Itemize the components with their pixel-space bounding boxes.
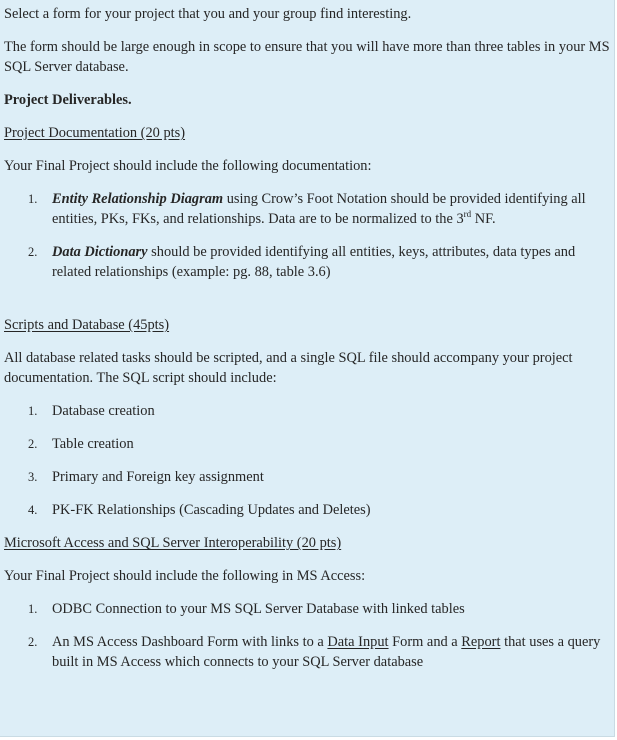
item-text-part: Form and a (388, 634, 462, 650)
item-text-part: that uses a query built in MS Access which connects to your SQL Server database (52, 634, 601, 670)
access-list (4, 599, 614, 672)
list-item (4, 467, 614, 487)
list-item (4, 189, 614, 229)
item-text: using Crow’s Foot Notation should be provided identifying all entities, PKs, FKs, and relationships. Data are to be normalized to the 3 (52, 191, 586, 227)
list-number: 2. (28, 635, 38, 649)
scripts-intro: All database related tasks should be scripted, and a single SQL file should accompany your project documentation. The SQL script should include: (4, 350, 573, 386)
list-item (4, 242, 614, 282)
scripts-heading: Scripts and Database (45pts) (4, 317, 170, 333)
list-number: 1. (28, 192, 38, 206)
item-tail: NF. (471, 211, 496, 227)
item-text-part: An MS Access Dashboard Form with links to a (52, 634, 328, 650)
list-number: 4. (28, 503, 38, 517)
item-text: Primary and Foreign key assignment (52, 469, 264, 485)
list-item (4, 500, 614, 520)
intro-line-2: The form should be large enough in scope to ensure that you will have more than three tables in your MS SQL Server database. (4, 39, 610, 75)
item-title: Data Dictionary (52, 244, 148, 260)
item-text: Table creation (52, 436, 134, 452)
deliverables-heading: Project Deliverables. (4, 92, 132, 108)
list-item (4, 401, 614, 421)
intro-line-1: Select a form for your project that you and your group find interesting. (4, 6, 412, 22)
list-number: 2. (28, 437, 38, 451)
list-number: 3. (28, 470, 38, 484)
item-title: Entity Relationship Diagram (52, 191, 224, 207)
list-item (4, 632, 614, 672)
data-input-text: Data Input (327, 634, 389, 650)
report-text: Report (461, 634, 501, 650)
list-item (4, 599, 614, 619)
item-text: should be provided identifying all entities, keys, attributes, data types and related relationships (example: pg. 88, table 3.6) (52, 244, 576, 280)
scripts-list (4, 401, 614, 520)
documentation-intro: Your Final Project should include the following documentation: (4, 158, 372, 174)
item-text: PK-FK Relationships (Cascading Updates and Deletes) (52, 502, 371, 518)
list-item (4, 434, 614, 454)
documentation-heading: Project Documentation (20 pts) (4, 125, 186, 141)
access-intro: Your Final Project should include the following in MS Access: (4, 568, 366, 584)
list-number: 1. (28, 404, 38, 418)
item-text: ODBC Connection to your MS SQL Server Database with linked tables (52, 601, 465, 617)
access-heading: Microsoft Access and SQL Server Interoperability (20 pts) (4, 535, 342, 551)
item-text: Database creation (52, 403, 155, 419)
spacer (4, 295, 614, 315)
list-number: 2. (28, 245, 38, 259)
item-sup: rd (463, 209, 472, 220)
documentation-list (4, 189, 614, 282)
list-number: 1. (28, 602, 38, 616)
